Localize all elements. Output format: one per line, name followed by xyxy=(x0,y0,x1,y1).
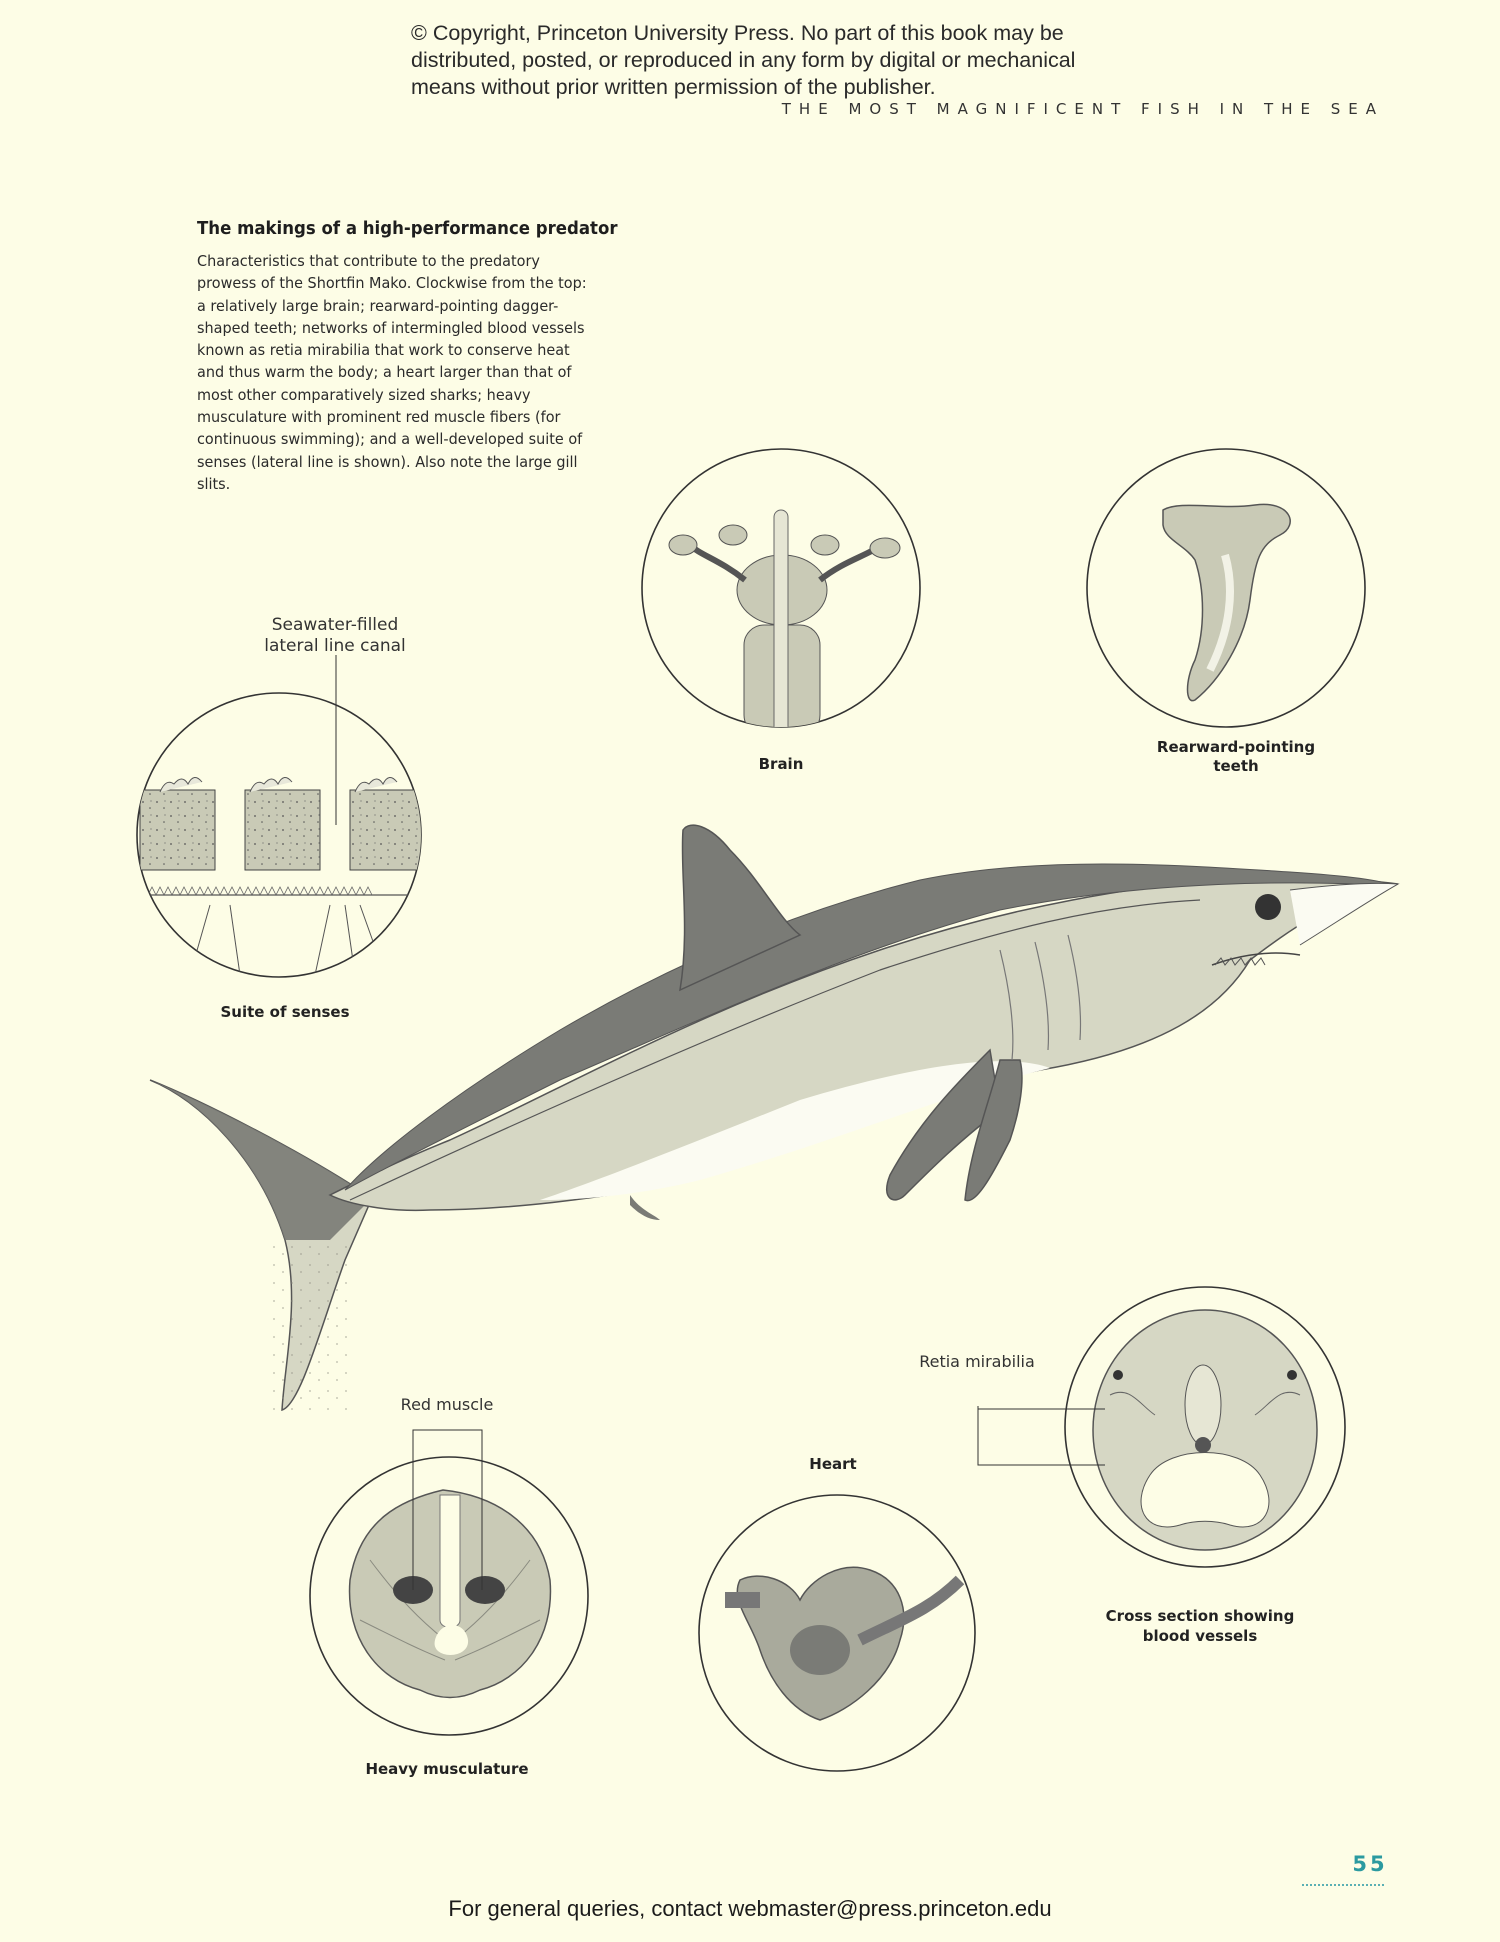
page-number: 55 xyxy=(1352,1852,1388,1876)
teeth-label: Rearward-pointing xyxy=(1156,738,1316,756)
running-head: THE MOST MAGNIFICENT FISH IN THE SEA xyxy=(781,100,1384,118)
shark-eye xyxy=(1255,894,1281,920)
heart-inset xyxy=(699,1455,975,1771)
cross-section-inset xyxy=(919,1287,1345,1645)
heart-label: Heart xyxy=(809,1455,857,1473)
brain-inset xyxy=(642,449,920,773)
footer-contact: For general queries, contact webmaster@press.princeton.edu xyxy=(448,1896,1052,1921)
lateral-line-label: Seawater-filled xyxy=(271,615,399,635)
cross-section-label-2: blood vessels xyxy=(1142,1627,1258,1645)
musculature-inset xyxy=(310,1395,588,1778)
lateral-line-label-2: lateral line canal xyxy=(264,636,406,656)
brain-label: Brain xyxy=(758,755,804,773)
caption-body: Characteristics that contribute to the predatory prowess of the Shortfin Mako. Clockwise from the top: a relatively large brain; rearward-pointing dagger-shaped teeth; networks of intermingled blood vessels known as retia mirabilia that work to conserve heat and thus warm the body; a heart larger than that of most other comparatively sized sharks; heavy musculature with prominent red muscle fibers (for continuous swimming); and a well-developed suite of senses (lateral line is shown). Also note the large gill slits. xyxy=(197,252,587,493)
red-muscle-label: Red muscle xyxy=(400,1395,494,1414)
teeth-inset xyxy=(1087,449,1365,775)
cross-section-label: Cross section showing xyxy=(1105,1607,1295,1625)
page-number-rule xyxy=(1302,1884,1384,1886)
suite-of-senses-inset xyxy=(130,615,430,1021)
teeth-label-2: teeth xyxy=(1213,757,1259,775)
suite-of-senses-label: Suite of senses xyxy=(220,1003,350,1021)
heavy-musculature-label: Heavy musculature xyxy=(365,1760,529,1778)
copyright-notice: © Copyright, Princeton University Press. No part of this book may be distributed, posted, or reproduced in any form by digital or mechanical means without prior written permission of the publisher. xyxy=(411,21,1076,99)
retia-mirabilia-label: Retia mirabilia xyxy=(919,1352,1035,1371)
caption-title: The makings of a high-performance predator xyxy=(197,218,618,239)
